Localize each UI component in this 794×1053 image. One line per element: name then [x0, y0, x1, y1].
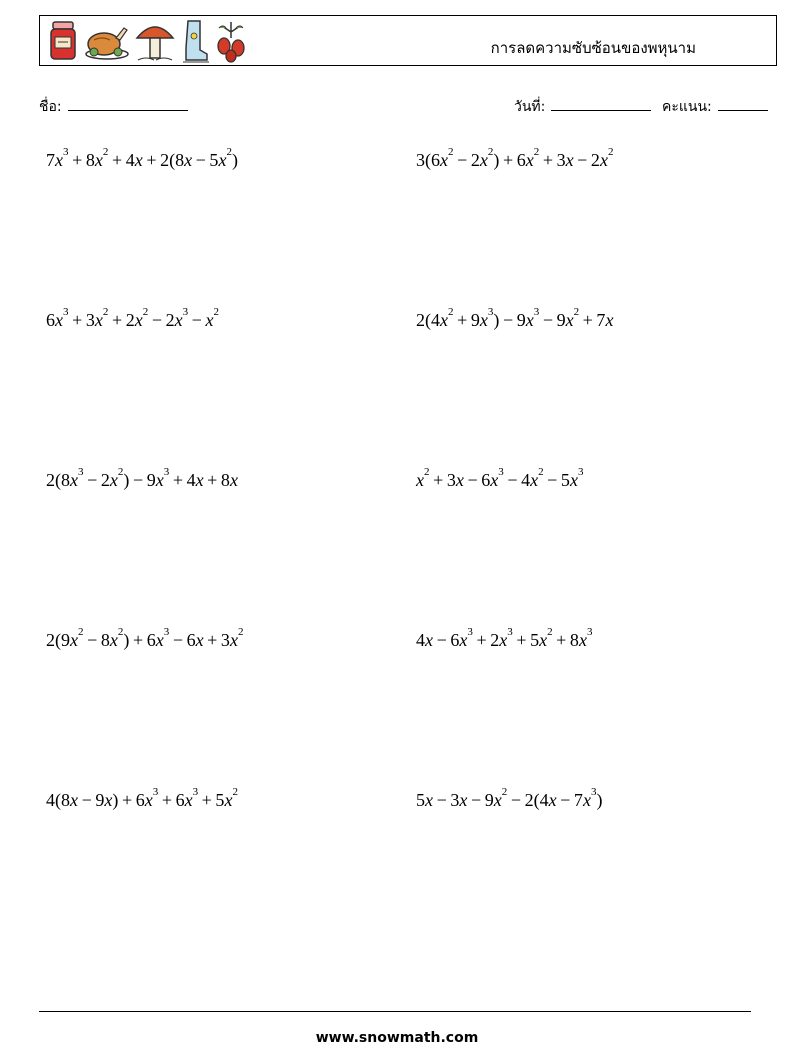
problem-2: $3(6x^2 - 2x^2) + 6x^2 + 3x - 2x^2$: [416, 146, 614, 170]
problem-4: $2(4x^2 + 9x^3) - 9x^3 - 9x^2 + 7x$: [416, 306, 614, 330]
score-label: คะแนน:: [662, 99, 712, 115]
problem-7: $2(9x^2 - 8x^2) + 6x^3 - 6x + 3x^2$: [46, 626, 244, 650]
rain-boot-icon: [180, 18, 210, 64]
name-label: ชื่อ:: [39, 99, 62, 115]
jam-jar-icon: [46, 20, 80, 62]
worksheet-title: การลดความซับซ้อนของพหุนาม: [490, 39, 696, 57]
problem-1: $7x^3 + 8x^2 + 4x + 2(8x - 5x^2)$: [46, 146, 238, 170]
date-line[interactable]: [551, 98, 651, 111]
problem-5: $2(8x^3 - 2x^2) - 9x^3 + 4x + 8x$: [46, 466, 238, 490]
worksheet-header: [39, 15, 777, 66]
date-label: วันที่:: [514, 99, 546, 115]
footer-website: www.snowmath.com: [315, 1030, 479, 1046]
name-line[interactable]: [68, 98, 188, 111]
problem-6: $x^2 + 3x - 6x^3 - 4x^2 - 5x^3$: [416, 466, 584, 490]
mushroom-icon: [134, 18, 176, 64]
date-field: [514, 96, 651, 118]
problem-8: $4x - 6x^3 + 2x^3 + 5x^2 + 8x^3$: [416, 626, 593, 650]
rosehip-berries-icon: [214, 18, 248, 64]
name-field: [39, 96, 188, 118]
problem-9: $4(8x - 9x) + 6x^3 + 6x^3 + 5x^2$: [46, 786, 238, 810]
footer-divider: [39, 1011, 751, 1012]
score-line[interactable]: [718, 98, 768, 111]
problem-3: $6x^3 + 3x^2 + 2x^2 - 2x^3 - x^2$: [46, 306, 219, 330]
roast-turkey-icon: [84, 20, 130, 62]
header-icons: [46, 18, 248, 64]
problem-10: $5x - 3x - 9x^2 - 2(4x - 7x^3)$: [416, 786, 603, 810]
score-field: [662, 96, 768, 118]
